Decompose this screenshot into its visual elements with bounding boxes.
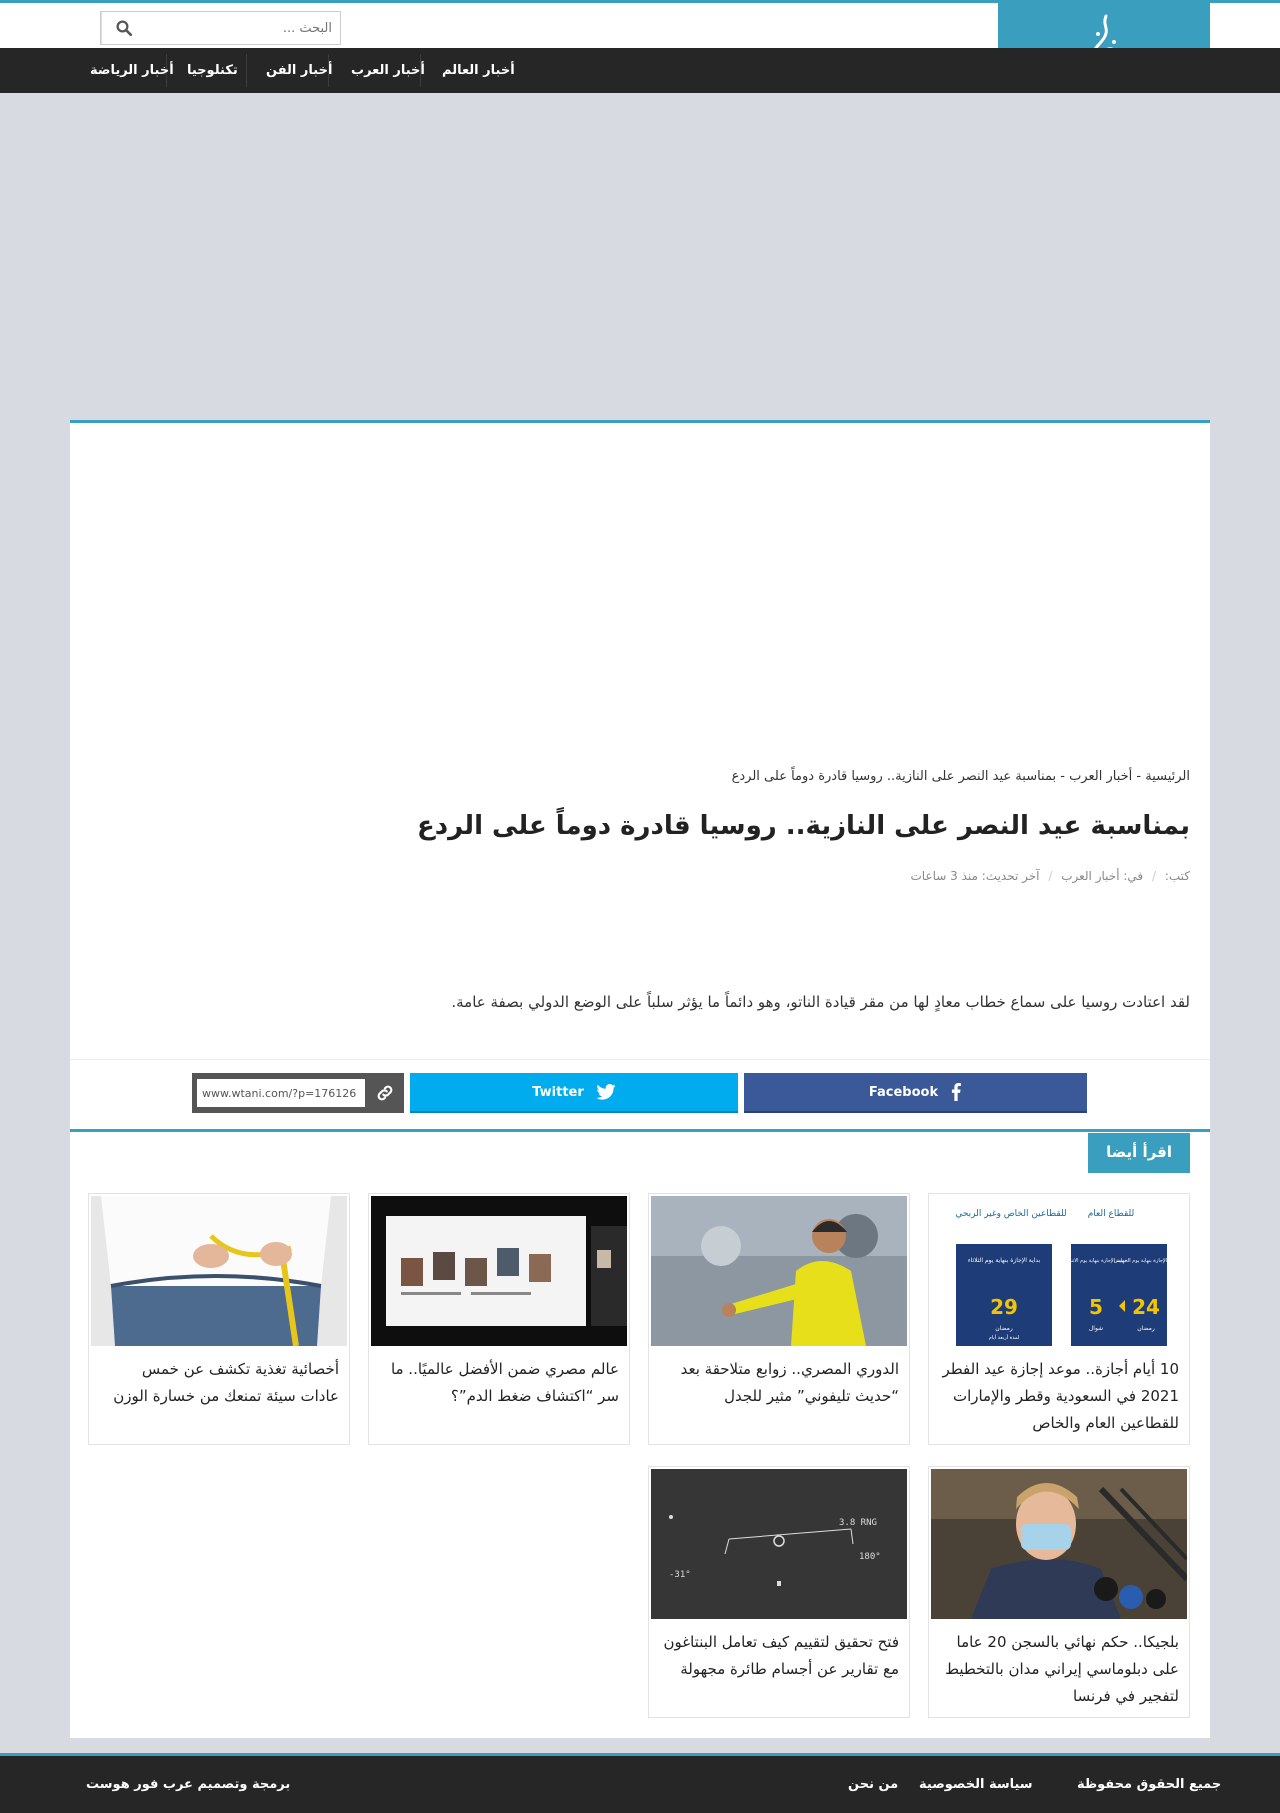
ufo-photo [651,1469,907,1619]
graphic-ramadan-left: رمضان [995,1325,1013,1332]
related-card[interactable] [928,1466,1190,1718]
referee-photo [651,1196,907,1346]
graphic-num-29: 29 [990,1295,1018,1319]
copy-link-button[interactable] [365,1083,404,1103]
article-meta [910,869,1190,883]
related-card-title[interactable]: بلجيكا.. حكم نهائي بالسجن 20 عاما على دبلوماسي إيراني مدان بالتخطيط لتفجير في فرنسا [945,1633,1179,1705]
ufo-bearing-readout: 180° [859,1552,881,1562]
ad-slot [0,93,1280,420]
related-card-title[interactable]: أخصائية تغذية تكشف عن خمس عادات سيئة تمنعك من خسارة الوزن [113,1360,339,1405]
related-card-title[interactable]: فتح تحقيق لتقييم كيف تعامل البنتاغون مع تقارير عن أجسام طائرة مجهولة [663,1633,899,1678]
graphic-ramadan-right: رمضان [1137,1325,1155,1332]
ufo-range-readout: 3.8 RNG [839,1518,877,1528]
author-label: كتب: [1164,869,1190,883]
related-card-image[interactable] [371,1196,627,1346]
page-title: بمناسبة عيد النصر على النازية.. روسيا قادرة دوماً على الردع [417,811,1190,841]
ufo-angle-readout: -31° [669,1570,691,1580]
facebook-share-button[interactable] [744,1073,1087,1113]
article-body: لقد اعتادت روسيا على سماع خطاب معادٍ لها من مقر قيادة الناتو، وهو دائماً ما يؤثر سلباً على الوضع الدولي بصفة عامة. [451,993,1190,1011]
nav-item-arab[interactable]: أخبار العرب [351,63,425,78]
short-link-box [192,1073,404,1113]
main-nav [0,48,1280,93]
related-card-image[interactable] [651,1196,907,1346]
twitter-share-button[interactable] [410,1073,738,1113]
share-bar [70,1059,1210,1121]
meta-separator: / [1151,869,1156,883]
diplomat-photo [931,1469,1187,1619]
related-card[interactable] [928,1193,1190,1445]
nav-item-sports[interactable]: أخبار الرياضة [90,63,174,78]
related-card[interactable] [368,1193,630,1445]
related-divider [70,1129,1210,1132]
graphic-shawwal: شوال [1088,1325,1104,1332]
footer-credit-link[interactable]: برمجة وتصميم عرب فور هوست [86,1777,291,1792]
nav-item-world[interactable]: أخبار العالم [442,63,515,78]
graphic-right-heading: للقطاع العام [1087,1209,1135,1219]
graphic-num-5: 5 [1089,1295,1103,1319]
graphic-duration: لمدة أربعة أيام [988,1335,1020,1341]
updated-time: آخر تحديث: منذ 3 ساعات [910,869,1040,883]
related-card-title[interactable]: 10 أيام أجازة.. موعد إجازة عيد الفطر 2021 في السعودية وقطر والإمارات للقطاعين العام والخاص [942,1360,1179,1432]
facebook-label: Facebook [868,1084,939,1100]
related-card-image[interactable] [931,1196,1187,1346]
search-box [100,11,341,45]
footer [0,1753,1280,1813]
graphic-left-start: بداية الإجازة بنهاية يوم الثلاثاء [967,1257,1041,1264]
short-link-input[interactable] [197,1079,365,1107]
related-card[interactable] [88,1193,350,1445]
facebook-icon [950,1083,962,1101]
search-input[interactable] [145,12,340,44]
breadcrumb[interactable]: الرئيسية - أخبار العرب - بمناسبة عيد النصر على النازية.. روسيا قادرة دوماً على الردع [731,769,1190,784]
footer-rights: جميع الحقوق محفوظة [1077,1777,1222,1792]
article-container [70,420,1210,1738]
twitter-label: Twitter [532,1084,584,1100]
footer-about-link[interactable]: من نحن [848,1777,899,1792]
related-heading: اقرأ أيضا [1088,1133,1190,1173]
graphic-num-24: 24 [1132,1295,1160,1319]
nav-item-art[interactable]: أخبار الفن [266,63,333,78]
nav-item-tech[interactable]: تكنلوجيا [187,63,238,78]
related-card[interactable] [648,1466,910,1718]
holiday-graphic [931,1196,1187,1346]
related-card[interactable] [648,1193,910,1445]
related-card-image[interactable] [651,1469,907,1619]
category-link[interactable]: في: أخبار العرب [1061,869,1144,883]
graphic-right-start: بداية الإجازة بنهاية يوم الخميس [1113,1258,1179,1264]
related-card-image[interactable] [931,1469,1187,1619]
weight-loss-photo [91,1196,347,1346]
search-icon [115,19,133,37]
search-button[interactable] [101,12,145,44]
related-card-image[interactable] [91,1196,347,1346]
graphic-left-heading: للقطاعين الخاص وغير الربحي [955,1209,1067,1219]
link-icon [375,1083,395,1103]
related-card-title[interactable]: الدوري المصري.. زوابع متلاحقة بعد “حديث تليفوني” مثير للجدل [680,1360,899,1405]
scientists-photo [371,1196,627,1346]
twitter-icon [596,1084,616,1100]
footer-privacy-link[interactable]: سياسة الخصوصية [919,1777,1033,1792]
meta-separator: / [1048,869,1053,883]
nav-divider [246,54,247,87]
related-card-title[interactable]: عالم مصري ضمن الأفضل عالميًا.. ما سر “اكتشاف ضغط الدم”؟ [390,1360,619,1405]
graphic-left-end: نهاية الإجازة بنهاية يوم الاثنين [1066,1258,1126,1264]
